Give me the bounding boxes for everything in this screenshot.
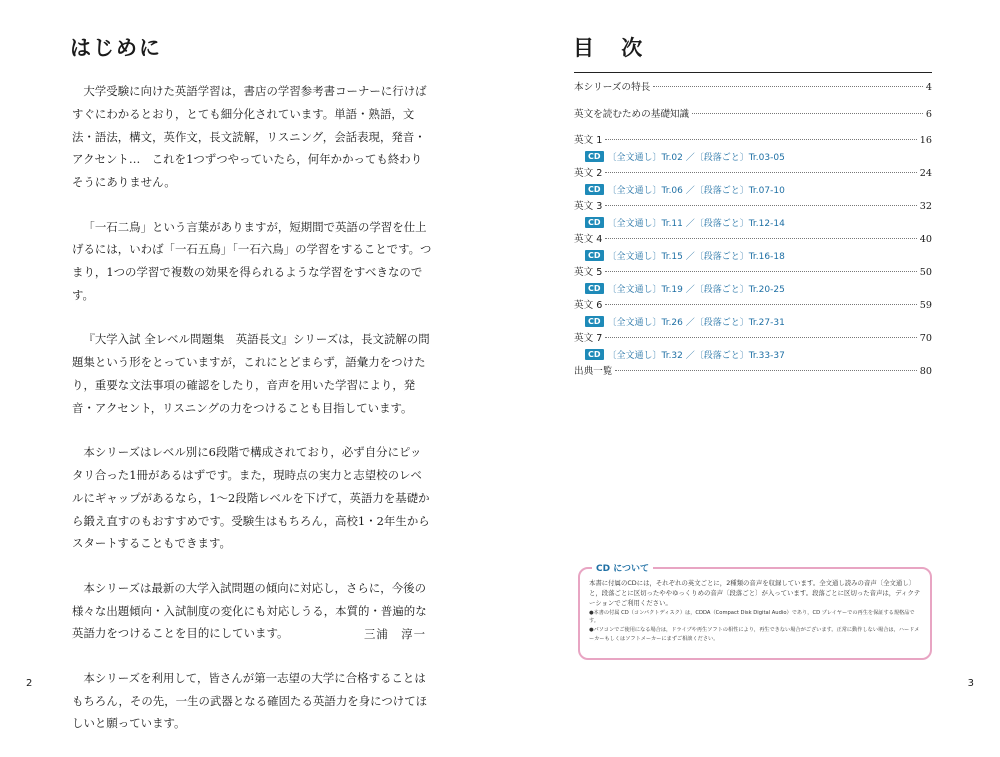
cd-info-body: [589, 578, 922, 643]
paragraph: 本シリーズはレベル別に6段階で構成されており，必ず自分にピッタリ合った1冊があるはずです。また，現時点の実力と志望校のレベルにギャップがあるなら，1〜2段階レベルを下げて，英語力を基礎から鍛え直すのもおすすめです。受験生はもちろん，高校1・2年生からスタートすることもできます。: [72, 445, 430, 551]
cd-badge-icon: CD: [585, 151, 604, 162]
toc-title: 目 次: [573, 36, 645, 60]
cd-track-info: [574, 215, 932, 232]
introduction-text: [72, 80, 432, 757]
toc-entry[interactable]: [574, 132, 932, 149]
paragraph: 『大学入試 全レベル問題集 英語長文』シリーズは，長文読解の問題集という形をとっていますが，これにとどまらず，語彙力をつけたり，重要な文法事項の確認をしたり，音声を用いた学習により，発音・アクセント，リスニングの力をつけることも目指しています。: [72, 332, 430, 415]
cd-track-info: [574, 182, 932, 199]
toc-entry-page: 16: [919, 135, 932, 146]
cd-info-note: ●パソコンでご使用になる場合は，ドライブや再生ソフトの相性により，再生できない場合がございます。正常に動作しない場合は，ハードメーカーもしくはソフトメーカーにまずご相談ください。: [589, 627, 920, 642]
page-number: 3: [967, 678, 974, 689]
page-number: 2: [26, 678, 33, 689]
cd-track-text: 〔全文通し〕Tr.19 ／〔段落ごと〕Tr.20-25: [607, 285, 785, 296]
cd-track-text: 〔全文通し〕Tr.26 ／〔段落ごと〕Tr.27-31: [607, 318, 785, 329]
cd-badge-icon: CD: [585, 316, 604, 327]
paragraph: 「一石二鳥」という言葉がありますが，短期間で英語の学習を仕上げるには，いわば「一石五鳥」「一石六鳥」の学習をすることです。つまり，1つの学習で複数の効果を得られるような学習をすべきなのです。: [72, 219, 432, 302]
toc-entry[interactable]: [574, 297, 932, 314]
toc-entry-label: 出典一覧: [574, 366, 613, 377]
paragraph: 大学受験に向けた英語学習は，書店の学習参考書コーナーに行けばすぐにわかるとおり，とても細分化されています。単語・熟語，文法・語法，構文，英作文，長文読解，リスニング，会話表現，発音・アクセント… これを1つずつやっていたら，何年かかっても終わりそうにありません。: [72, 84, 427, 190]
toc-entry[interactable]: [574, 231, 932, 248]
left-page: [0, 0, 500, 731]
cd-track-text: 〔全文通し〕Tr.11 ／〔段落ごと〕Tr.12-14: [607, 219, 785, 230]
table-of-contents: [574, 79, 932, 380]
toc-entry-page: 4: [925, 82, 932, 93]
cd-track-text: 〔全文通し〕Tr.02 ／〔段落ごと〕Tr.03-05: [607, 153, 785, 164]
dot-leader: [605, 271, 916, 272]
toc-entry-label: 英文 2: [574, 168, 603, 179]
toc-entry-page: 50: [919, 267, 932, 278]
toc-entry-label: 英文 3: [574, 201, 603, 212]
cd-badge-icon: CD: [585, 250, 604, 261]
dot-leader: [605, 238, 916, 239]
dot-leader: [615, 370, 916, 371]
toc-entry[interactable]: [574, 106, 932, 123]
cd-badge-icon: CD: [585, 283, 604, 294]
toc-entry[interactable]: [574, 165, 932, 182]
dot-leader: [653, 86, 923, 87]
toc-entry[interactable]: [574, 79, 932, 96]
author-name: 三浦 淳一: [364, 627, 426, 641]
toc-entry[interactable]: [574, 198, 932, 215]
toc-entry-label: 英文を読むための基礎知識: [574, 108, 690, 120]
dot-leader: [605, 337, 916, 338]
toc-entry[interactable]: [574, 330, 932, 347]
toc-entry-page: 32: [919, 201, 932, 212]
dot-leader: [605, 172, 916, 173]
cd-info-text: 本書に付属のCDには，それぞれの英文ごとに，2種類の音声を収録しています。全文通し読みの音声〔全文通し〕と，段落ごとに区切ったややゆっくりめの音声〔段落ごと〕が入っています。段落ごとに区切った音声は，ディクテーションでご利用ください。: [589, 579, 921, 607]
cd-track-info: [574, 248, 932, 265]
toc-entry-page: 24: [919, 168, 932, 179]
cd-badge-icon: CD: [585, 217, 604, 228]
cd-track-text: 〔全文通し〕Tr.15 ／〔段落ごと〕Tr.16-18: [607, 252, 785, 263]
dot-leader: [605, 205, 916, 206]
cd-track-text: 〔全文通し〕Tr.32 ／〔段落ごと〕Tr.33-37: [607, 351, 785, 362]
toc-entry-page: 70: [919, 333, 932, 344]
toc-entry-page: 6: [925, 108, 932, 120]
toc-entry-label: 英文 5: [574, 267, 603, 278]
toc-entry-label: 英文 7: [574, 333, 603, 344]
toc-entry-page: 80: [919, 366, 932, 377]
toc-entry-page: 59: [919, 300, 932, 311]
toc-entry-label: 英文 1: [574, 135, 603, 146]
cd-info-title: CD について: [592, 561, 653, 574]
toc-entry-page: 40: [919, 234, 932, 245]
right-page: [500, 0, 1000, 709]
page-title: はじめに: [70, 36, 162, 60]
toc-entry[interactable]: [574, 363, 932, 380]
cd-track-info: [574, 314, 932, 331]
cd-badge-icon: CD: [585, 184, 604, 195]
cd-info-note: ●本書の付属 CD（コンパクトディスク）は，CDDA（Compact Disk Digital Audio）であり，CD プレイヤーでの再生を保証する規格品です。: [589, 610, 915, 625]
dot-leader: [605, 139, 916, 140]
toc-divider: [574, 72, 932, 73]
toc-entry-label: 英文 4: [574, 234, 603, 245]
cd-badge-icon: CD: [585, 349, 604, 360]
paragraph: 本シリーズは最新の大学入試問題の傾向に対応し，さらに，今後の様々な出題傾向・入試制度の変化にも対応しうる，本質的・普遍的な英語力をつけることを目的にしています。: [72, 580, 427, 641]
cd-track-info: [574, 149, 932, 166]
cd-info-box: [578, 564, 932, 660]
paragraph: 本シリーズを利用して，皆さんが第一志望の大学に合格することはもちろん，その先，一生の武器となる確固たる英語力を身につけてほしいと願っています。: [72, 670, 428, 731]
cd-track-text: 〔全文通し〕Tr.06 ／〔段落ごと〕Tr.07-10: [607, 186, 785, 197]
toc-entry[interactable]: [574, 264, 932, 281]
cd-track-info: [574, 347, 932, 364]
toc-entry-label: 本シリーズの特長: [574, 82, 651, 93]
cd-track-info: [574, 281, 932, 298]
dot-leader: [605, 304, 916, 305]
dot-leader: [692, 113, 923, 114]
toc-entry-label: 英文 6: [574, 300, 603, 311]
